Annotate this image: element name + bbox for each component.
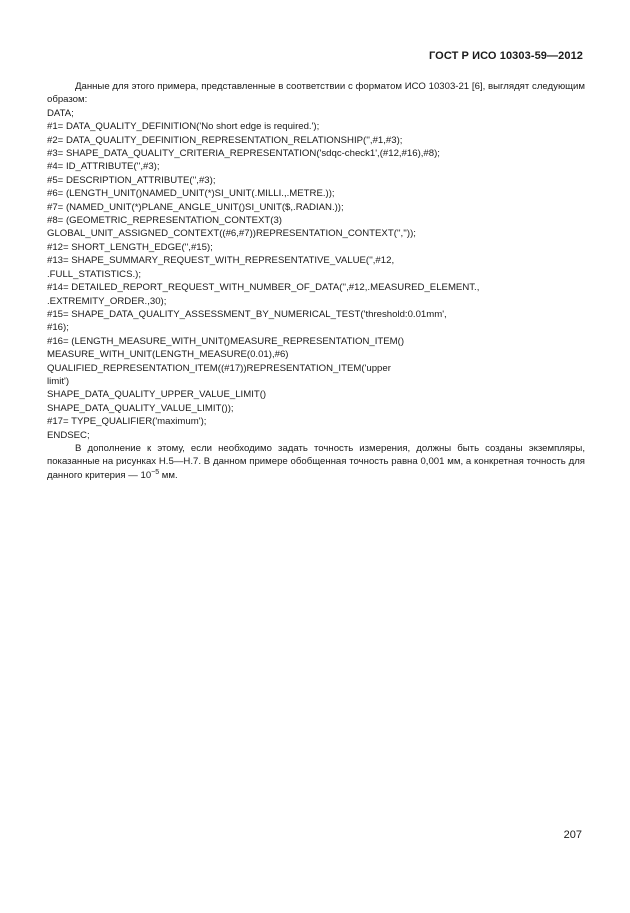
- code-line: SHAPE_DATA_QUALITY_UPPER_VALUE_LIMIT(): [47, 389, 267, 401]
- code-line: #6= (LENGTH_UNIT()NAMED_UNIT(*)SI_UNIT(.MILLI.,.METRE.));: [47, 188, 335, 200]
- code-line: ENDSEC;: [47, 429, 90, 441]
- page-number: 207: [563, 829, 582, 841]
- closing-paragraph: [47, 442, 585, 482]
- code-line: #13= SHAPE_SUMMARY_REQUEST_WITH_REPRESENTATIVE_VALUE('',#12,: [47, 255, 395, 267]
- intro-paragraph: Данные для этого примера, представленные в соответствии с форматом ИСО 10303-21 [6], выглядят следующим образом:: [47, 81, 585, 106]
- code-line: .FULL_STATISTICS.);: [47, 268, 141, 280]
- code-line: GLOBAL_UNIT_ASSIGNED_CONTEXT((#6,#7))REPRESENTATION_CONTEXT('',''));: [47, 228, 416, 240]
- code-line: #5= DESCRIPTION_ATTRIBUTE('',#3);: [47, 174, 216, 186]
- code-line: #16);: [47, 322, 69, 334]
- code-line: #8= (GEOMETRIC_REPRESENTATION_CONTEXT(3): [47, 215, 282, 227]
- code-line: #14= DETAILED_REPORT_REQUEST_WITH_NUMBER_OF_DATA('',#12,.MEASURED_ELEMENT.,: [47, 282, 480, 294]
- code-line: MEASURE_WITH_UNIT(LENGTH_MEASURE(0.01),#6): [47, 349, 289, 361]
- code-line: #16= (LENGTH_MEASURE_WITH_UNIT()MEASURE_REPRESENTATION_ITEM(): [47, 335, 405, 347]
- closing-unit: мм.: [159, 469, 178, 481]
- page-content: [47, 80, 585, 482]
- code-line: #15= SHAPE_DATA_QUALITY_ASSESSMENT_BY_NUMERICAL_TEST('threshold:0.01mm',: [47, 308, 447, 320]
- code-line: #7= (NAMED_UNIT(*)PLANE_ANGLE_UNIT()SI_UNIT($,.RADIAN.));: [47, 201, 344, 213]
- code-line: DATA;: [47, 107, 74, 119]
- code-line: limit'): [47, 375, 70, 387]
- code-line: #3= SHAPE_DATA_QUALITY_CRITERIA_REPRESENTATION('sdqc-check1',(#12,#16),#8);: [47, 148, 440, 160]
- code-line: .EXTREMITY_ORDER.,30);: [47, 295, 167, 307]
- code-line: #2= DATA_QUALITY_DEFINITION_REPRESENTATION_RELATIONSHIP('',#1,#3);: [47, 134, 403, 146]
- code-line: #17= TYPE_QUALIFIER('maximum');: [47, 416, 207, 428]
- closing-text: В дополнение к этому, если необходимо задать точность измерения, должны быть созданы экземпляры, показанные на рисунках Н.5—Н.7. В данном примере обобщенная точность равна 0,001 мм, а конкретная точность для данного критерия — 10: [47, 442, 585, 481]
- code-line: #4= ID_ATTRIBUTE('',#3);: [47, 161, 160, 173]
- code-line: #1= DATA_QUALITY_DEFINITION('No short edge is required.');: [47, 121, 320, 133]
- standard-header: ГОСТ Р ИСО 10303-59—2012: [428, 50, 583, 62]
- code-line: SHAPE_DATA_QUALITY_VALUE_LIMIT());: [47, 402, 234, 414]
- closing-exponent: −5: [151, 468, 160, 476]
- code-block: [47, 107, 585, 442]
- code-line: #12= SHORT_LENGTH_EDGE('',#15);: [47, 241, 213, 253]
- code-line: QUALIFIED_REPRESENTATION_ITEM((#17))REPRESENTATION_ITEM('upper: [47, 362, 391, 374]
